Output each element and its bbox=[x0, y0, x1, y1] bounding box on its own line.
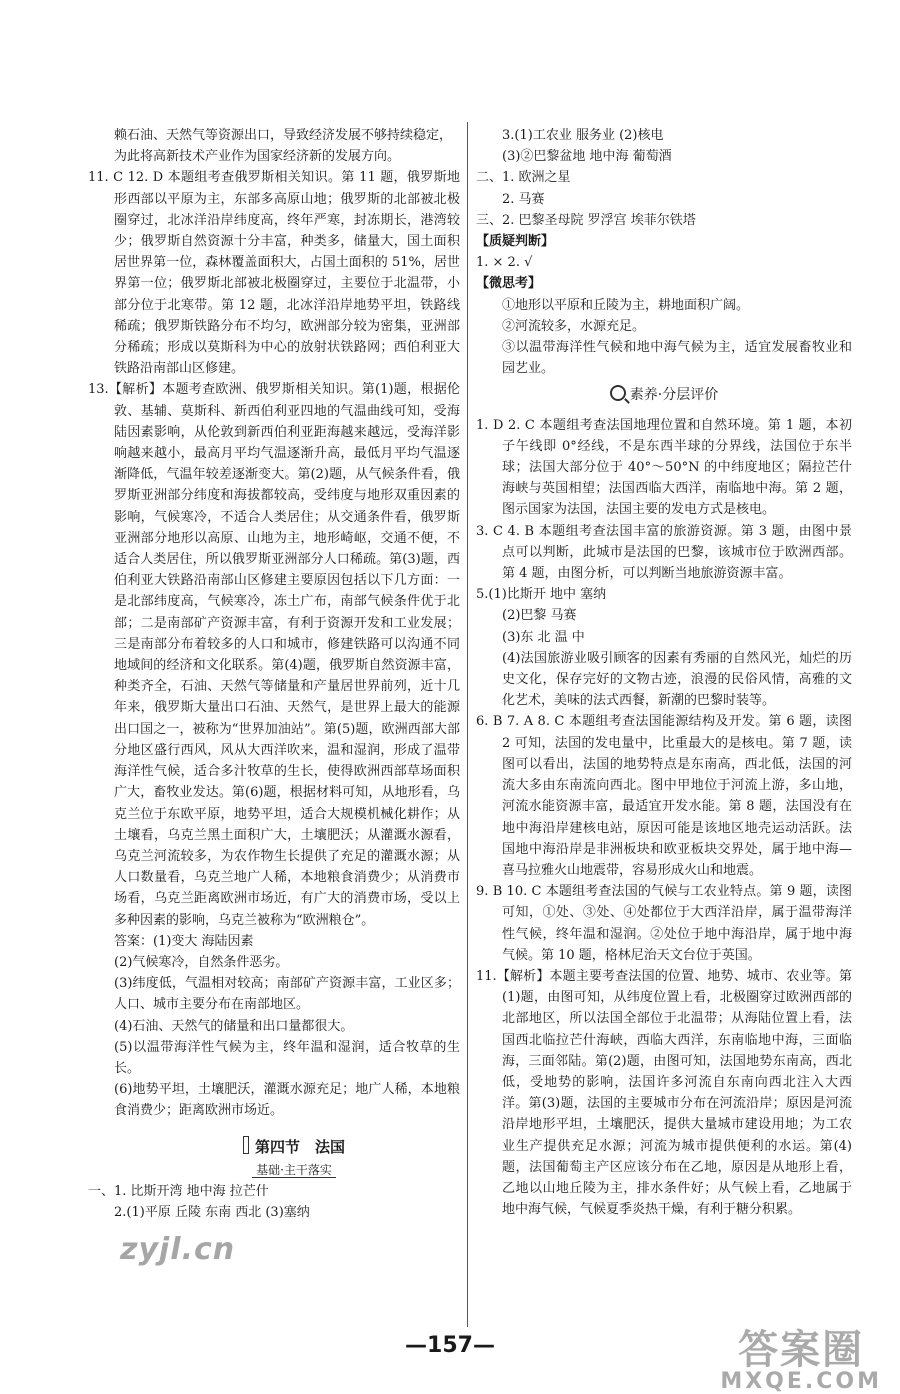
left-paragraph: (5)以温带海洋性气候为主，终年温和湿润，适合牧草的生长。 bbox=[114, 1039, 460, 1076]
left-paragraph: (3)纬度低，气温相对较高；南部矿产资源丰富，工业区多；人口、城市主要分布在南部地区。 bbox=[114, 976, 460, 1013]
answer-paragraph: 9. B 10. C 本题组考查法国的气候与工农业特点。第 9 题，读图可知，①处、③处、④处都位于大西洋沿岸，属于温带海洋性气候，终年温和湿润。②处位于地中海沿岸，属于地中海气候。第 10 题，格林尼治天文台位于英国。 bbox=[476, 884, 852, 963]
left-paragraph: (6)地势平坦，土壤肥沃，灌溉水源充足；地广人稀，本地粮食消费少；距离欧洲市场近。 bbox=[114, 1082, 460, 1119]
section-title-text: 素养·分层评价 bbox=[629, 387, 719, 404]
watermark-domain: MXQE.COM bbox=[720, 1369, 882, 1394]
answer-line: 2.(1)平原 丘陵 东南 西北 (3)塞纳 bbox=[114, 1205, 310, 1221]
watermark-logo-text: 答案圈 bbox=[738, 1327, 865, 1373]
answer-paragraph: 3. C 4. B 本题组考查法国丰富的旅游资源。第 3 题，由图中景点可以判断，此城市是法国的巴黎，该城市位于欧洲西部。第 4 题，由图分析，可以判断当地旅游资源丰富。 bbox=[476, 523, 852, 582]
judge-heading: 【质疑判断】 bbox=[476, 234, 555, 250]
column-divider bbox=[467, 122, 468, 1327]
answer-line: (3)②巴黎盆地 地中海 葡萄酒 bbox=[502, 149, 672, 165]
answer-paragraph: 1. D 2. C 本题组考查法国地理位置和自然环境。第 1 题，本初子午线即 0°经线，不是东西半球的分界线，法国位于东半球；法国大部分位于 40°～50°N 的中纬度地区；隔拉芒什海峡与英国相望；法国西临大西洋，南临地中海。第 2 题，图示国家为法国，法国主要的发电方式是核电。 bbox=[476, 417, 852, 518]
page-number: —157— bbox=[405, 1333, 495, 1358]
answer-line: 3.(1)工农业 服务业 (2)核电 bbox=[502, 128, 664, 143]
left-paragraph: 11. C 12. D 本题组考查俄罗斯相关知识。第 11 题，俄罗斯地形西部以平原为主，东部多高原山地；俄罗斯的北部被北极圈穿过，北冰洋沿岸纬度高，终年严寒，封冻期长，港湾较少；俄罗斯自然资源十分丰富，种类多，储量大，国土面积居世界第一位，森林覆盖面积大，占国土面积的 51%，居世界第一位；俄罗斯北部被北极圈穿过，主要位于北温带，小部分位于北寒带。第 12 题，北冰洋沿岸地势平坦，铁路线稀疏；俄罗斯铁路分布不均匀，欧洲部分较为密集，亚洲部分稀疏；形成以莫斯科为中心的放射状铁路网；西伯利亚大铁路沿南部山区修建。 bbox=[88, 170, 460, 377]
chapter-subheading bbox=[128, 1160, 460, 1181]
left-paragraph: 赖石油、天然气等资源出口，导致经济发展不够持续稳定， bbox=[114, 128, 453, 143]
left-paragraph: (2)气候寒冷，自然条件恶劣。 bbox=[114, 954, 289, 970]
right-column bbox=[476, 125, 852, 1220]
answer-line: 一、1. 比斯开湾 地中海 拉芒什 bbox=[88, 1183, 269, 1199]
left-paragraph: (4)石油、天然气的储量和出口量都很大。 bbox=[114, 1018, 354, 1034]
think-line: ①地形以平原和丘陵为主，耕地面积广阔。 bbox=[502, 297, 750, 313]
answer-line: 三、2. 巴黎圣母院 罗浮宫 埃菲尔铁塔 bbox=[476, 212, 696, 228]
answer-paragraph: (4)法国旅游业吸引顾客的因素有秀丽的自然风光，灿烂的历史文化，保存完好的文物古迹，浪漫的民俗风情，高雅的文化艺术，美味的法式西餐，新潮的巴黎时装等。 bbox=[502, 650, 852, 709]
answer-paragraph: (3)东 北 温 中 bbox=[502, 629, 585, 645]
answer-line: 2. 马赛 bbox=[502, 191, 545, 207]
answer-paragraph: 6. B 7. A 8. C 本题组考查法国能源结构及开发。第 6 题，读图 2 可知，法国的发电量中，比重最大的是核电。第 7 题，读图可以看出，法国的地势特点是东南高，西北低，法国的河流大多由东南流向西北。图中甲地位于河流上游，多山地，河流水能资源丰富，最适宜开发水能。第 8 题，法国没有在地中海沿岸建核电站，原因可能是该地区地壳运动活跃。法国地中海沿岸是非洲板块和欧亚板块交界处，属于地中海—喜马拉雅火山地震带，容易形成火山和地震。 bbox=[476, 714, 852, 878]
chapter-title-text: 第四节 法国 bbox=[254, 1137, 345, 1156]
left-paragraph: 为此将高新技术产业作为国家经济新的发展方向。 bbox=[114, 149, 401, 165]
think-line: ③以温带海洋性气候和地中海气候为主，适宜发展畜牧业和园艺业。 bbox=[502, 340, 852, 377]
chapter-marker-icon bbox=[243, 1136, 249, 1154]
magnifier-icon bbox=[610, 385, 626, 401]
chapter-subheading-text: 基础·主干落实 bbox=[252, 1163, 336, 1178]
chapter-title bbox=[128, 1136, 460, 1158]
left-column bbox=[88, 125, 460, 1223]
answer-line: 二、1. 欧洲之星 bbox=[476, 170, 571, 186]
think-line: ②河流较多，水源充足。 bbox=[502, 318, 646, 334]
watermark-right bbox=[720, 1318, 882, 1394]
answer-paragraph: 5.(1)比斯开 地中 塞纳 bbox=[476, 587, 607, 603]
section-title bbox=[476, 385, 852, 406]
left-paragraph: 13.【解析】本题考查欧洲、俄罗斯相关知识。第(1)题，根据伦敦、基辅、莫斯科、新西伯利亚四地的气温曲线可知，受海陆因素影响，从伦敦到新西伯利亚距海越来越远，受海洋影响越来越小，最高月平均气温逐渐升高，最低月平均气温逐渐降低，气温年较差逐渐变大。第(2)题，从气候条件看，俄罗斯亚洲部分纬度和海拔都较高，受纬度与地形双重因素的影响，气候寒冷，不适合人类居住；从交通条件看，俄罗斯亚洲部分地形以高原、山地为主，地形崎岖，交通不便，不适合人类居住，所以俄罗斯亚洲部分人口稀疏。第(3)题，西伯利亚大铁路沿南部山区修建主要原因包括以下几方面：一是北部纬度高，气候寒冷，冻土广布，南部气候条件优于北部；二是南部矿产资源丰富，有利于资源开发和工业发展；三是南部分布着较多的人口和城市，修建铁路可以沟通不同地域间的经济和文化联系。第(4)题，俄罗斯自然资源丰富，种类齐全，石油、天然气等储量和产量居世界前列，近十几年来，俄罗斯大量出口石油、天然气，是世界上最大的能源出口国之一，被称为“世界加油站”。第(5)题，欧洲西部大部分地区盛行西风，风从大西洋吹来，温和湿润，形成了温带海洋性气候，适合多汁牧草的生长，使得欧洲西部草场面积广大，畜牧业发达。第(6)题，根据材料可知，从地形看，乌克兰位于东欧平原，地势平坦，适合大规模机械化耕作；从土壤看，乌克兰黑土面积广大，土壤肥沃；从灌溉水源看，乌克兰河流较多，为农作物生长提供了充足的灌溉水源；从人口数量看，乌克兰地广人稀，本地粮食消费少；从消费市场看，乌克兰距离欧洲市场近，有广大的消费市场，受以上多种因素的影响，乌克兰被称为“欧洲粮仓”。 bbox=[88, 382, 460, 928]
watermark-left: zyjl.cn bbox=[120, 1232, 236, 1267]
judge-answer: 1. × 2. √ bbox=[476, 255, 533, 271]
think-heading: 【微思考】 bbox=[476, 276, 542, 292]
answer-paragraph: (2)巴黎 马赛 bbox=[502, 608, 577, 624]
answer-paragraph: 11.【解析】本题主要考查法国的位置、地势、城市、农业等。第(1)题，由图可知，从纬度位置上看，北极圈穿过欧洲西部的北部地区，所以法国全部位于北温带；从海陆位置上看，法国西北临拉芒什海峡，西临大西洋，东南临地中海，三面临海，三面邻陆。第(2)题，由图可知，法国地势东南高，西北低，受地势的影响，法国许多河流自东南向西北注入大西洋。第(3)题，法国的主要城市分布在河流沿岸；原因是河流沿岸地形平坦，土壤肥沃，提供大量城市建设用地；为工农业生产提供充足水源；河流为城市提供便利的水运。第(4)题，法国葡萄主产区应该分布在乙地，原因是从地形上看，乙地以山地丘陵为主，排水条件好；从气候上看，乙地属于地中海气候，气候夏季炎热干燥，有利于糖分积累。 bbox=[476, 968, 852, 1218]
left-paragraph: 答案：(1)变大 海陆因素 bbox=[114, 933, 254, 949]
